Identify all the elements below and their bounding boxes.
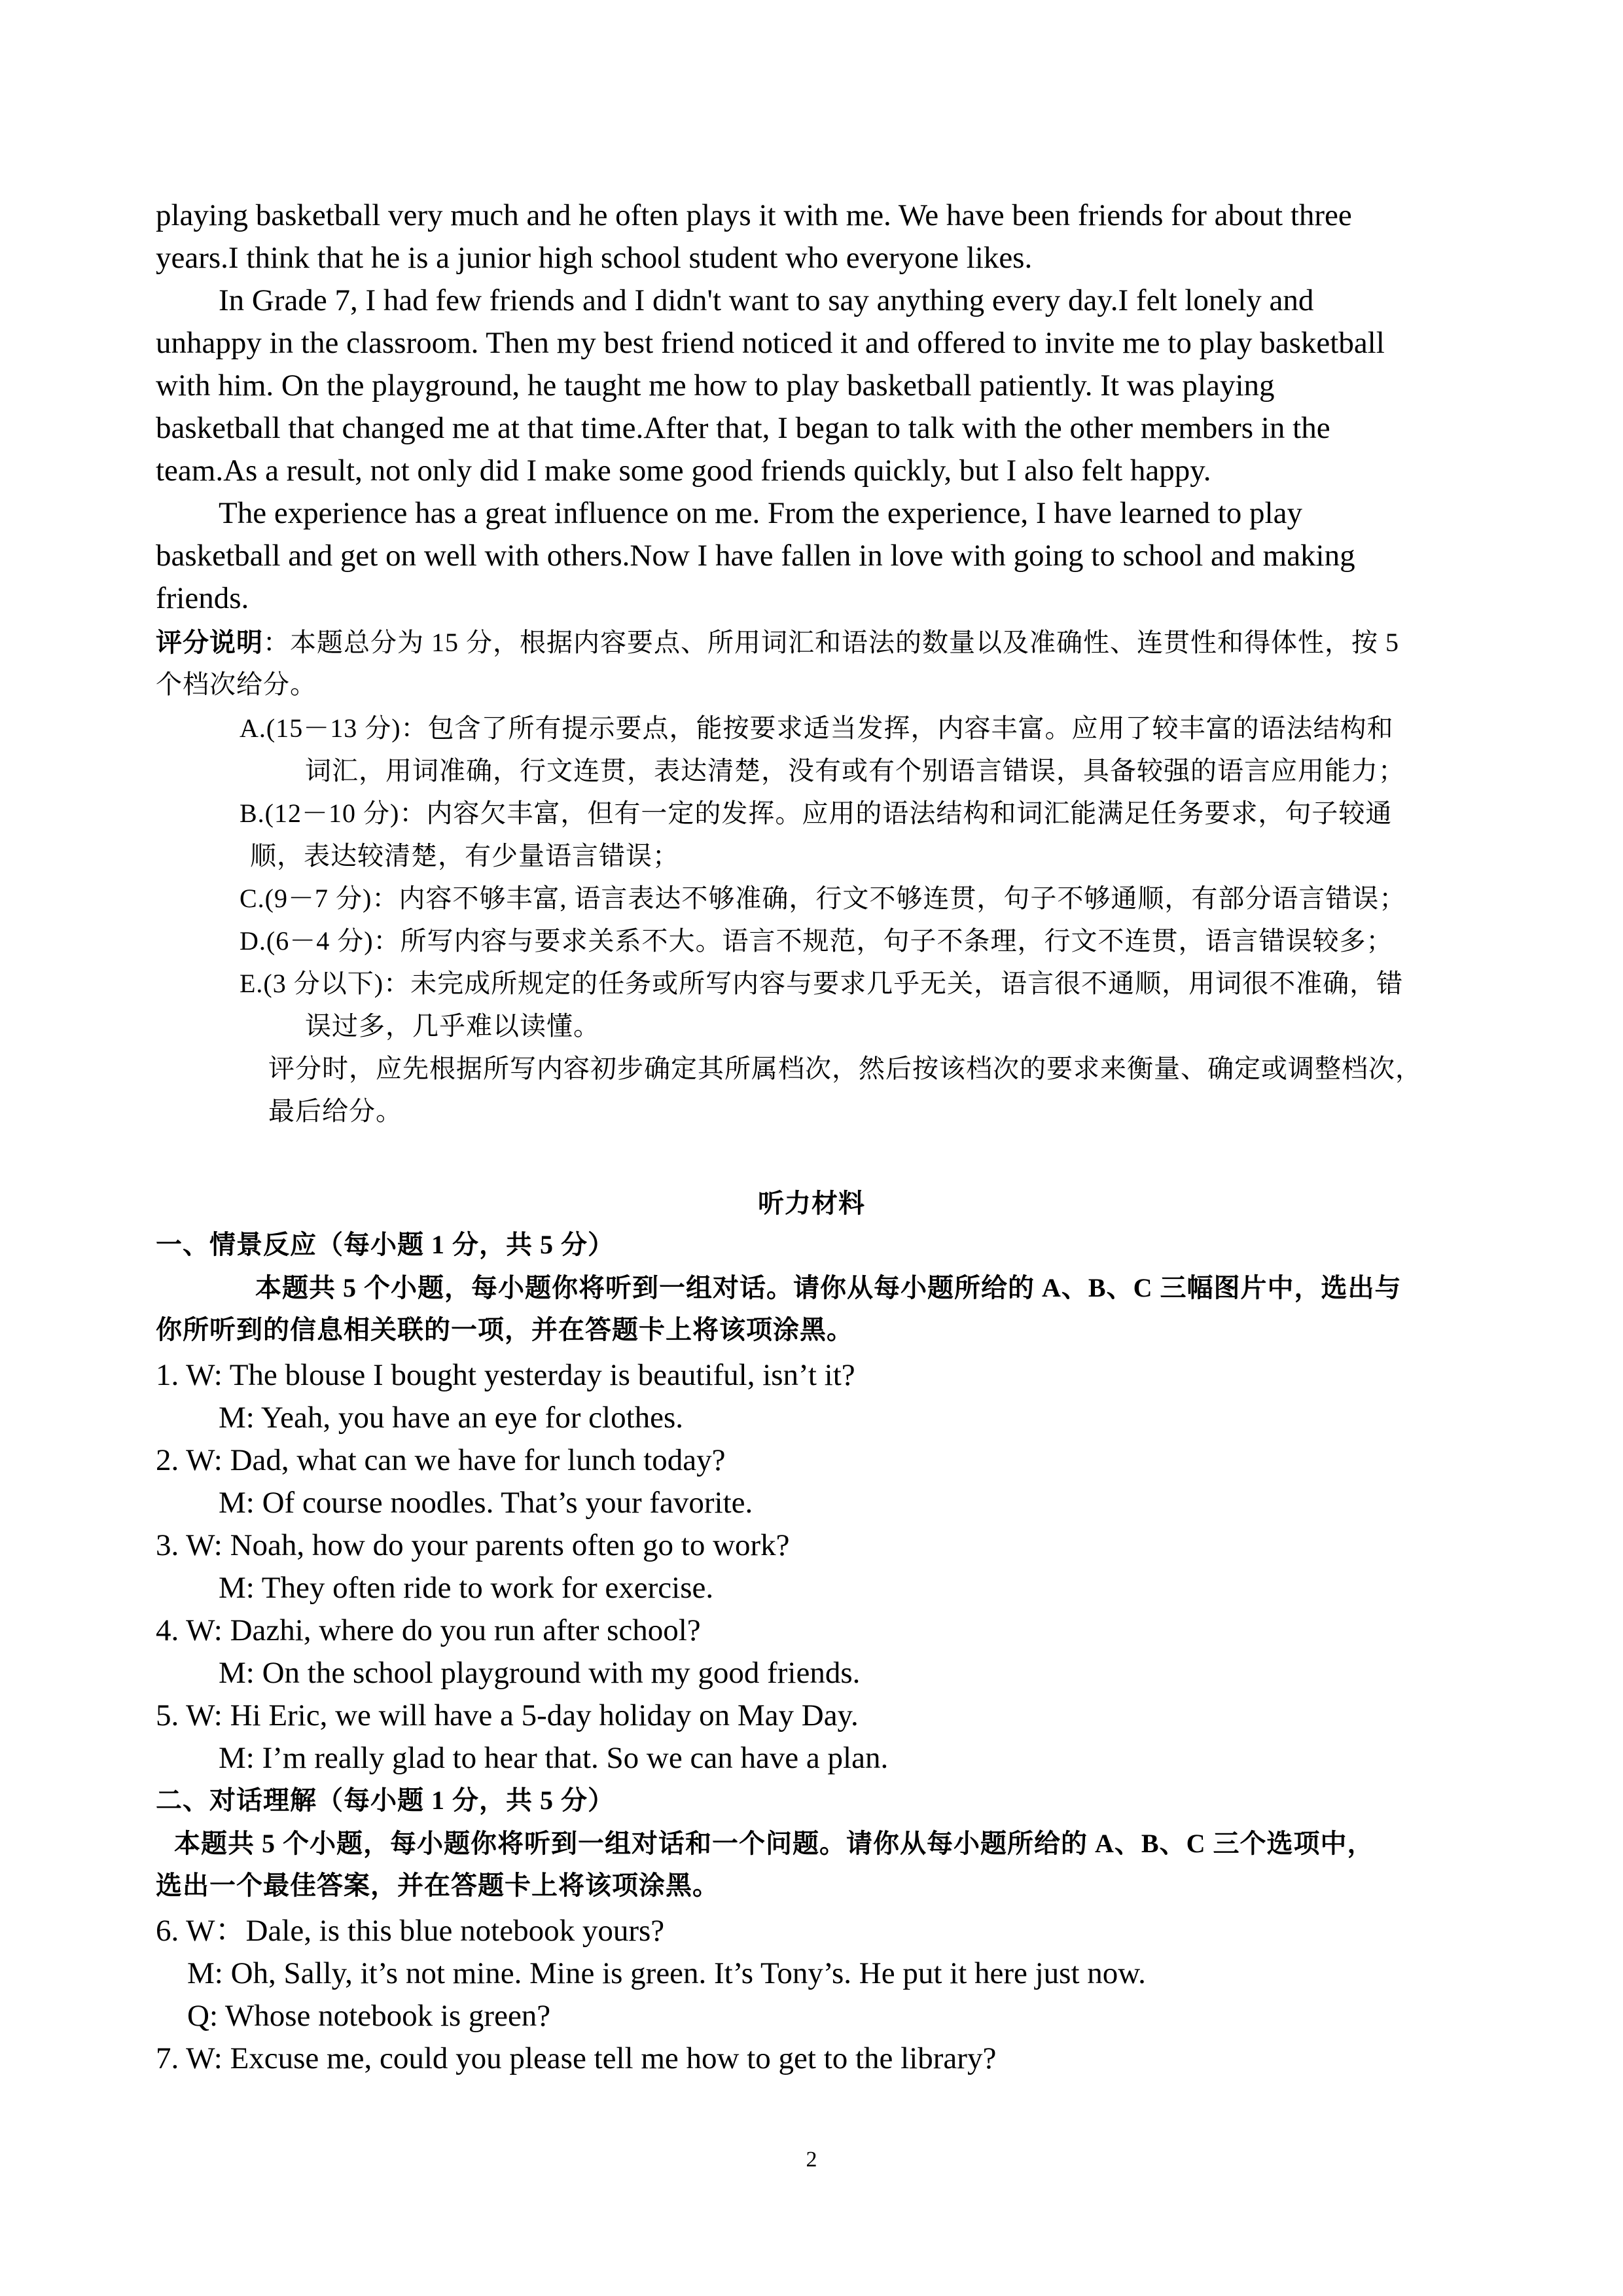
essay-line: In Grade 7, I had few friends and I didn't want to say anything every day.I felt lonely and xyxy=(219,283,1314,317)
dialogue-line: M: I’m really glad to hear that. So we can have a plan. xyxy=(219,1741,889,1775)
dialogue-line: Q: Whose notebook is green? xyxy=(187,1999,551,2033)
section1-instructions: 本题共 5 个小题，每小题你将听到一组对话。请你从每小题所给的 A、B、C 三幅图片中，选出与 xyxy=(255,1273,1402,1302)
section2-instructions: 本题共 5 个小题，每小题你将听到一组对话和一个问题。请你从每小题所给的 A、B、C 三个选项中， xyxy=(174,1829,1374,1858)
essay-line: friends. xyxy=(156,581,249,615)
scoring-level-d: D.(6－4 分)：所写内容与要求关系不大。语言不规范，句子不条理，行文不连贯，语言错误较多； xyxy=(240,926,1393,956)
section1-instructions-cont: 你所听到的信息相关联的一项，并在答题卡上将该项涂黑。 xyxy=(156,1315,853,1344)
dialogue-line: 3. W: Noah, how do your parents often go to work? xyxy=(156,1528,790,1562)
dialogue-line: 7. W: Excuse me, could you please tell me how to get to the library? xyxy=(156,2041,997,2075)
dialogue-line: M: Oh, Sally, it’s not mine. Mine is green. It’s Tony’s. He put it here just now. xyxy=(187,1956,1146,1990)
essay-line: playing basketball very much and he often plays it with me. We have been friends for about three xyxy=(156,198,1352,232)
essay-line: basketball and get on well with others.Now I have fallen in love with going to school and making xyxy=(156,539,1355,573)
section1-heading: 一、情景反应（每小题 1 分，共 5 分） xyxy=(156,1230,615,1259)
scoring-level-e-cont: 误过多，几乎难以读懂。 xyxy=(305,1011,600,1041)
scoring-note-cont: 最后给分。 xyxy=(268,1096,402,1126)
dialogue-line: M: On the school playground with my good friends. xyxy=(219,1656,861,1690)
dialogue-line: 2. W: Dad, what can we have for lunch today? xyxy=(156,1443,726,1477)
listening-title: 听力材料 xyxy=(758,1189,865,1218)
scoring-level-b-cont: 顺，表达较清楚，有少量语言错误； xyxy=(250,841,679,870)
dialogue-line: 4. W: Dazhi, where do you run after school? xyxy=(156,1613,701,1647)
essay-line: with him. On the playground, he taught me how to play basketball patiently. It was playing xyxy=(156,368,1275,403)
scoring-level-e: E.(3 分以下)：未完成所规定的任务或所写内容与要求几乎无关，语言很不通顺，用词很不准确，错 xyxy=(240,969,1404,998)
dialogue-line: 5. W: Hi Eric, we will have a 5-day holiday on May Day. xyxy=(156,1698,859,1732)
scoring-level-a: A.(15－13 分)：包含了所有提示要点，能按要求适当发挥，内容丰富。应用了较丰富的语法结构和 xyxy=(240,713,1394,743)
dialogue-line: M: Yeah, you have an eye for clothes. xyxy=(219,1401,684,1435)
scoring-level-c: C.(9－7 分)：内容不够丰富, 语言表达不够准确，行文不够连贯，句子不够通顺，有部分语言错误； xyxy=(240,884,1406,913)
essay-line: team.As a result, not only did I make some good friends quickly, but I also felt happy. xyxy=(156,454,1211,488)
dialogue-line: 1. W: The blouse I bought yesterday is beautiful, isn’t it? xyxy=(156,1358,855,1392)
scoring-level-a-cont: 词汇，用词准确，行文连贯，表达清楚，没有或有个别语言错误，具备较强的语言应用能力； xyxy=(305,756,1405,785)
essay-line: unhappy in the classroom. Then my best friend noticed it and offered to invite me to play basketball xyxy=(156,326,1385,360)
dialogue-line: M: They often ride to work for exercise. xyxy=(219,1571,714,1605)
essay-line: basketball that changed me at that time.After that, I began to talk with the other members in the xyxy=(156,411,1330,445)
scoring-intro-text: ：本题总分为 15 分，根据内容要点、所用词汇和语法的数量以及准确性、连贯性和得体性，按 5 xyxy=(263,628,1399,657)
dialogue-line: M: Of course noodles. That’s your favorite. xyxy=(219,1486,753,1520)
scoring-intro-cont: 个档次给分。 xyxy=(156,670,317,699)
scoring-level-b: B.(12－10 分)：内容欠丰富，但有一定的发挥。应用的语法结构和词汇能满足任务要求，句子较通 xyxy=(240,798,1393,828)
scoring-intro xyxy=(156,630,1399,656)
page-number: 2 xyxy=(806,2147,817,2172)
essay-line: years.I think that he is a junior high school student who everyone likes. xyxy=(156,241,1033,275)
scoring-note: 评分时，应先根据所写内容初步确定其所属档次，然后按该档次的要求来衡量、确定或调整档次， xyxy=(268,1054,1422,1083)
essay-line: The experience has a great influence on me. From the experience, I have learned to play xyxy=(219,496,1302,530)
section2-instructions-cont: 选出一个最佳答案，并在答题卡上将该项涂黑。 xyxy=(156,1871,719,1900)
section2-heading: 二、对话理解（每小题 1 分，共 5 分） xyxy=(156,1785,615,1815)
dialogue-line: 6. W：Dale, is this blue notebook yours? xyxy=(156,1914,665,1948)
scoring-label: 评分说明 xyxy=(156,628,263,657)
